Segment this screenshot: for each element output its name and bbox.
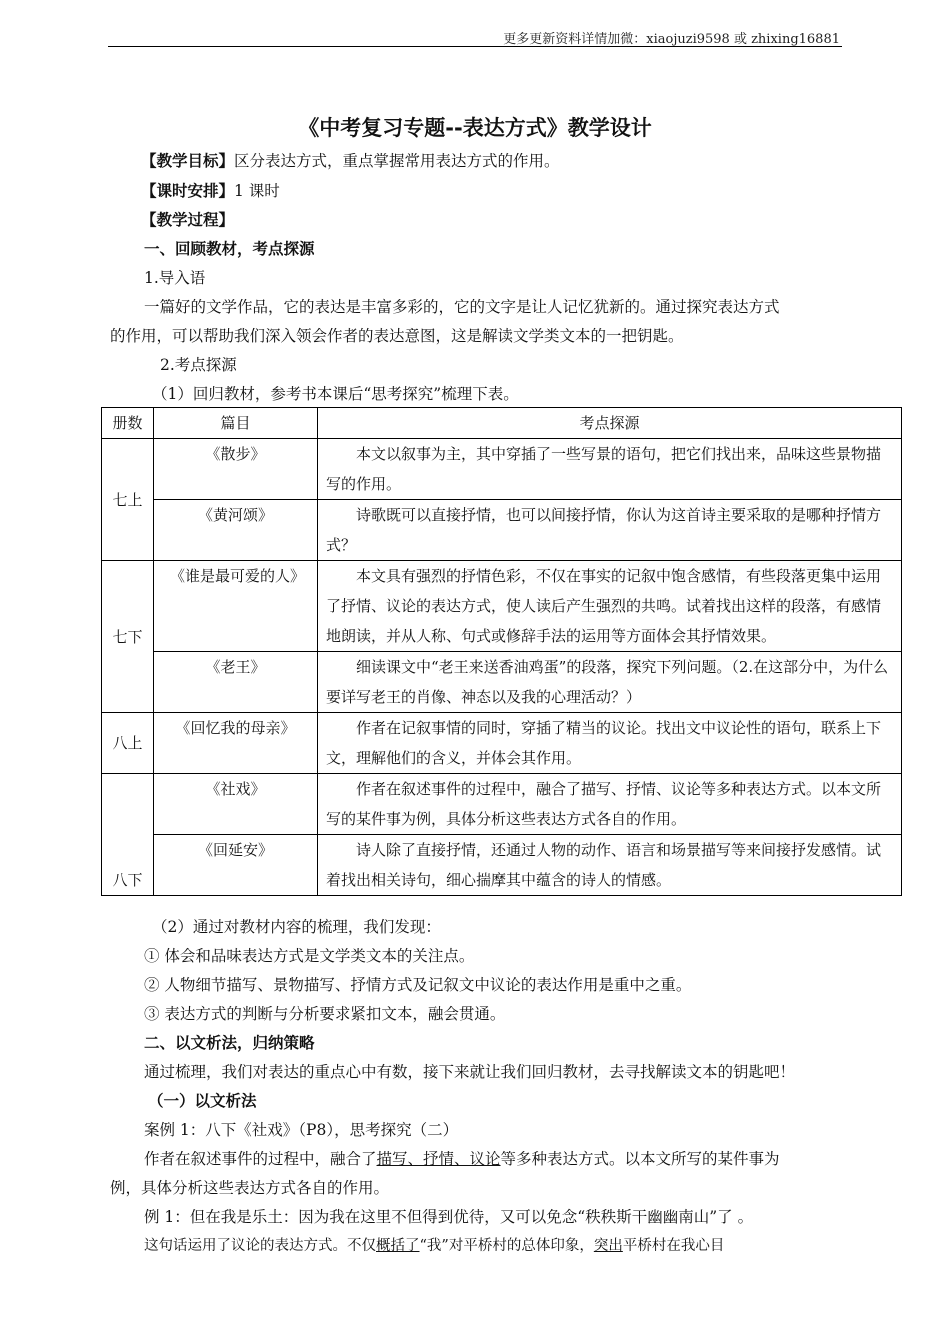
process-label: 【教学过程】	[141, 211, 235, 229]
title-cell: 《散步》	[154, 439, 318, 500]
table-row	[102, 835, 902, 896]
title-cell: 《老王》	[154, 652, 318, 713]
table-row	[102, 500, 902, 561]
text-cell: 本文以叙事为主，其中穿插了一些写景的语句，把它们找出来，品味这些景物描写的作用。	[318, 439, 902, 500]
goal-line	[141, 150, 560, 172]
text-cell: 诗歌既可以直接抒情，也可以间接抒情，你认为这首诗主要采取的是哪种抒情方式？	[318, 500, 902, 561]
case-line-1-end: 等多种表达方式。以本文所写的某件事为	[500, 1150, 780, 1168]
text-cell: 诗人除了直接抒情，还通过人物的动作、语言和场景描写等来间接抒发感情。试着找出相关诗句，细心揣摩其中蕴含的诗人的情感。	[318, 835, 902, 896]
finding-item: ① 体会和品味表达方式是文学类文本的关注点。	[144, 947, 475, 965]
case-line-1	[144, 1148, 780, 1170]
section1-heading: 一、回顾教材，考点探源	[144, 240, 315, 258]
review-table	[101, 407, 902, 896]
text-cell: 作者在记叙事情的同时，穿插了精当的议论。找出文中议论性的语句，联系上下文，理解他们的含义，并体会其作用。	[318, 713, 902, 774]
section2-subheading: （一）以文析法	[148, 1092, 257, 1110]
section2-intro: 通过梳理，我们对表达的重点心中有数，接下来就让我们回归教材，去寻找解读文本的钥匙吧！	[144, 1063, 796, 1081]
table-row	[102, 561, 902, 652]
section2-heading: 二、以文析法，归纳策略	[144, 1034, 315, 1052]
finding-item: ③ 表达方式的判断与分析要求紧扣文本，融会贯通。	[144, 1005, 506, 1023]
intro-line-2: 的作用，可以帮助我们深入领会作者的表达意图，这是解读文学类文本的一把钥匙。	[110, 327, 684, 345]
volume-cell: 七上	[102, 439, 154, 561]
schedule-label: 【课时安排】	[141, 182, 235, 200]
analysis-underline-1: 概括了	[376, 1238, 420, 1254]
sub1-label: （1）回归教材，参考书本课后“思考探究”梳理下表。	[152, 385, 519, 403]
case-line-1-start: 作者在叙述事件的过程中，融合了	[144, 1150, 377, 1168]
analysis-line	[144, 1235, 724, 1257]
table-header: 考点探源	[318, 408, 902, 439]
analysis-end: 平桥村在我心目	[622, 1238, 725, 1254]
title-cell: 《社戏》	[154, 774, 318, 835]
text-cell: 本文具有强烈的抒情色彩，不仅在事实的记叙中饱含感情，有些段落更集中运用了抒情、议论的表达方式，使人读后产生强烈的共鸣。试着找出这样的段落，有感情地朗读，并从人称、句式或修辞手法的运用等方面体会其抒情效果。	[318, 561, 902, 652]
goal-label: 【教学目标】	[141, 152, 235, 170]
case-line-2: 例，具体分析这些表达方式各自的作用。	[110, 1179, 390, 1197]
volume-cell: 七下	[102, 561, 154, 713]
page-title: 《中考复习专题--表达方式》教学设计	[298, 116, 652, 140]
analysis-start: 这句话运用了议论的表达方式。不仅	[144, 1238, 376, 1254]
case-underlined-terms: 描写、抒情、议论	[376, 1150, 501, 1168]
text-cell: 细读课文中“老王来送香油鸡蛋”的段落，探究下列问题。（2.在这部分中，为什么要详写老王的肖像、神态以及我的心理活动？）	[318, 652, 902, 713]
schedule-text: 1 课时	[234, 182, 280, 200]
analysis-middle: “我”对平桥村的总体印象，	[419, 1238, 594, 1254]
table-row	[102, 774, 902, 835]
title-cell: 《回延安》	[154, 835, 318, 896]
text-cell: 作者在叙述事件的过程中，融合了描写、抒情、议论等多种表达方式。以本文所写的某件事为例，具体分析这些表达方式各自的作用。	[318, 774, 902, 835]
item1-label: 1.导入语	[144, 269, 206, 287]
title-cell: 《黄河颂》	[154, 500, 318, 561]
analysis-underline-2: 突出	[593, 1238, 623, 1254]
table-row	[102, 439, 902, 500]
volume-cell: 八上	[102, 713, 154, 774]
table-header: 篇目	[154, 408, 318, 439]
intro-line-1: 一篇好的文学作品，它的表达是丰富多彩的，它的文字是让人记忆犹新的。通过探究表达方式	[144, 298, 780, 316]
table-row	[102, 713, 902, 774]
table-header: 册数	[102, 408, 154, 439]
title-cell: 《谁是最可爱的人》	[154, 561, 318, 652]
volume-cell: 八下	[102, 774, 154, 896]
item2-label: 2.考点探源	[160, 356, 237, 374]
finding-item: ② 人物细节描写、景物描写、抒情方式及记叙文中议论的表达作用是重中之重。	[144, 976, 692, 994]
findings-lead: （2）通过对教材内容的梳理，我们发现：	[152, 918, 441, 936]
header-note: 更多更新资料详情加微：xiaojuzi9598 或 zhixing16881	[503, 32, 840, 47]
schedule-line	[141, 180, 280, 202]
case1-label: 案例 1：八下《社戏》（P8），思考探究（二）	[144, 1121, 459, 1139]
goal-text: 区分表达方式，重点掌握常用表达方式的作用。	[234, 152, 560, 170]
header-rule	[108, 46, 842, 47]
table-row	[102, 652, 902, 713]
title-cell: 《回忆我的母亲》	[154, 713, 318, 774]
table-header-row	[102, 408, 902, 439]
example1: 例 1：但在我是乐土：因为我在这里不但得到优待，又可以免念“秩秩斯干幽幽南山”了 。	[144, 1208, 754, 1226]
